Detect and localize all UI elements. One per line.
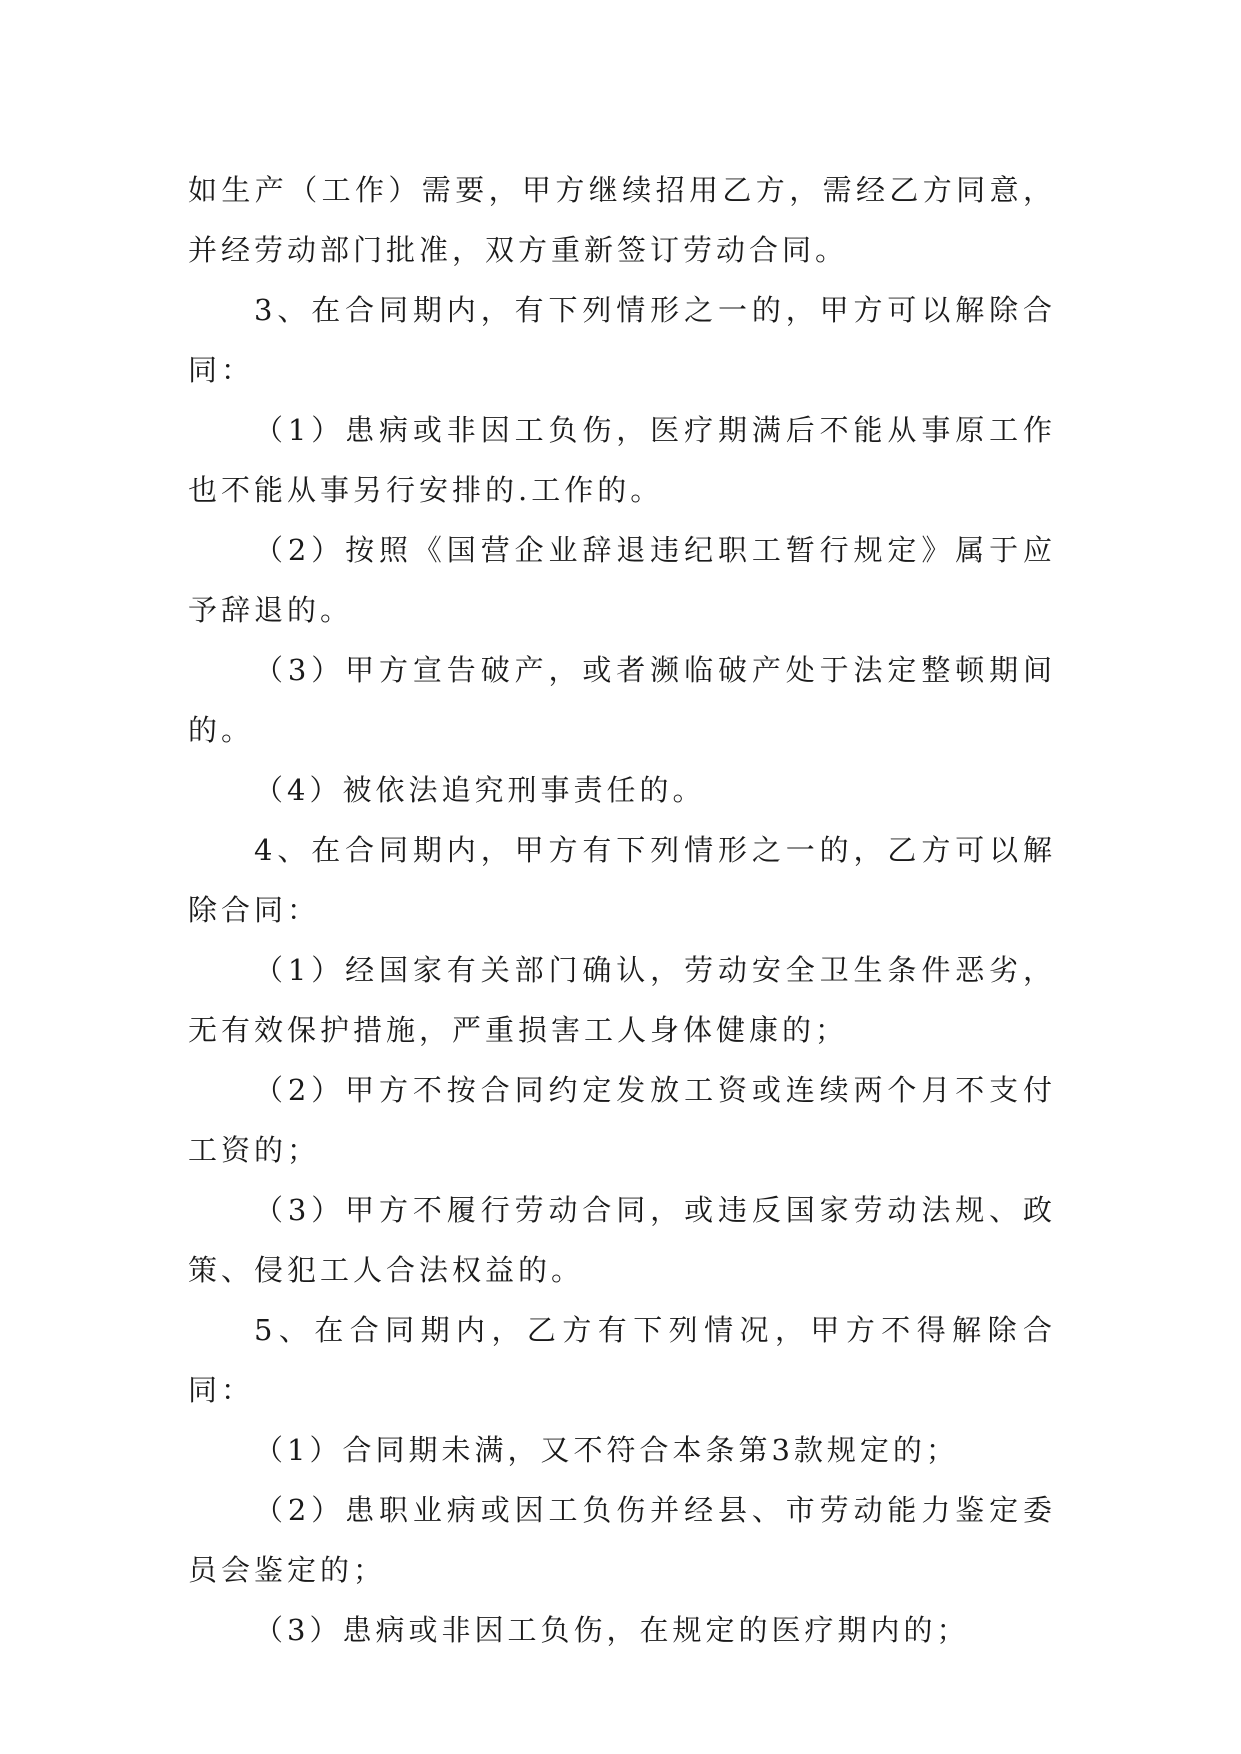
clause-3-heading: 3、在合同期内，有下列情形之一的，甲方可以解除合同： xyxy=(188,293,1056,387)
document-body xyxy=(188,160,1056,1660)
clause-3-item-2: （2）按照《国营企业辞退违纪职工暂行规定》属于应予辞退的。 xyxy=(188,533,1056,627)
clause-3-item-1: （1）患病或非因工负伤，医疗期满后不能从事原工作也不能从事另行安排的.工作的。 xyxy=(188,413,1056,507)
clause-3-item-3: （3）甲方宣告破产，或者濒临破产处于法定整顿期间的。 xyxy=(188,653,1056,747)
clause-4-item-2: （2）甲方不按合同约定发放工资或连续两个月不支付工资的； xyxy=(188,1073,1056,1167)
clause-5-item-1: （1）合同期未满，又不符合本条第3款规定的； xyxy=(254,1433,959,1467)
clause-3-item-4: （4）被依法追究刑事责任的。 xyxy=(254,773,706,807)
clause-4-item-1: （1）经国家有关部门确认，劳动安全卫生条件恶劣，无有效保护措施，严重损害工人身体健康的； xyxy=(188,953,1056,1047)
clause-4-heading: 4、在合同期内，甲方有下列情形之一的，乙方可以解除合同： xyxy=(188,833,1056,927)
clause-5-heading: 5、在合同期内，乙方有下列情况，甲方不得解除合同： xyxy=(188,1313,1056,1407)
paragraph-continuation: 如生产（工作）需要，甲方继续招用乙方，需经乙方同意，并经劳动部门批准，双方重新签订劳动合同。 xyxy=(188,173,1056,267)
clause-5-item-2: （2）患职业病或因工负伤并经县、市劳动能力鉴定委员会鉴定的； xyxy=(188,1493,1056,1587)
clause-5-item-3: （3）患病或非因工负伤，在规定的医疗期内的； xyxy=(254,1613,970,1647)
clause-4-item-3: （3）甲方不履行劳动合同，或违反国家劳动法规、政策、侵犯工人合法权益的。 xyxy=(188,1193,1056,1287)
